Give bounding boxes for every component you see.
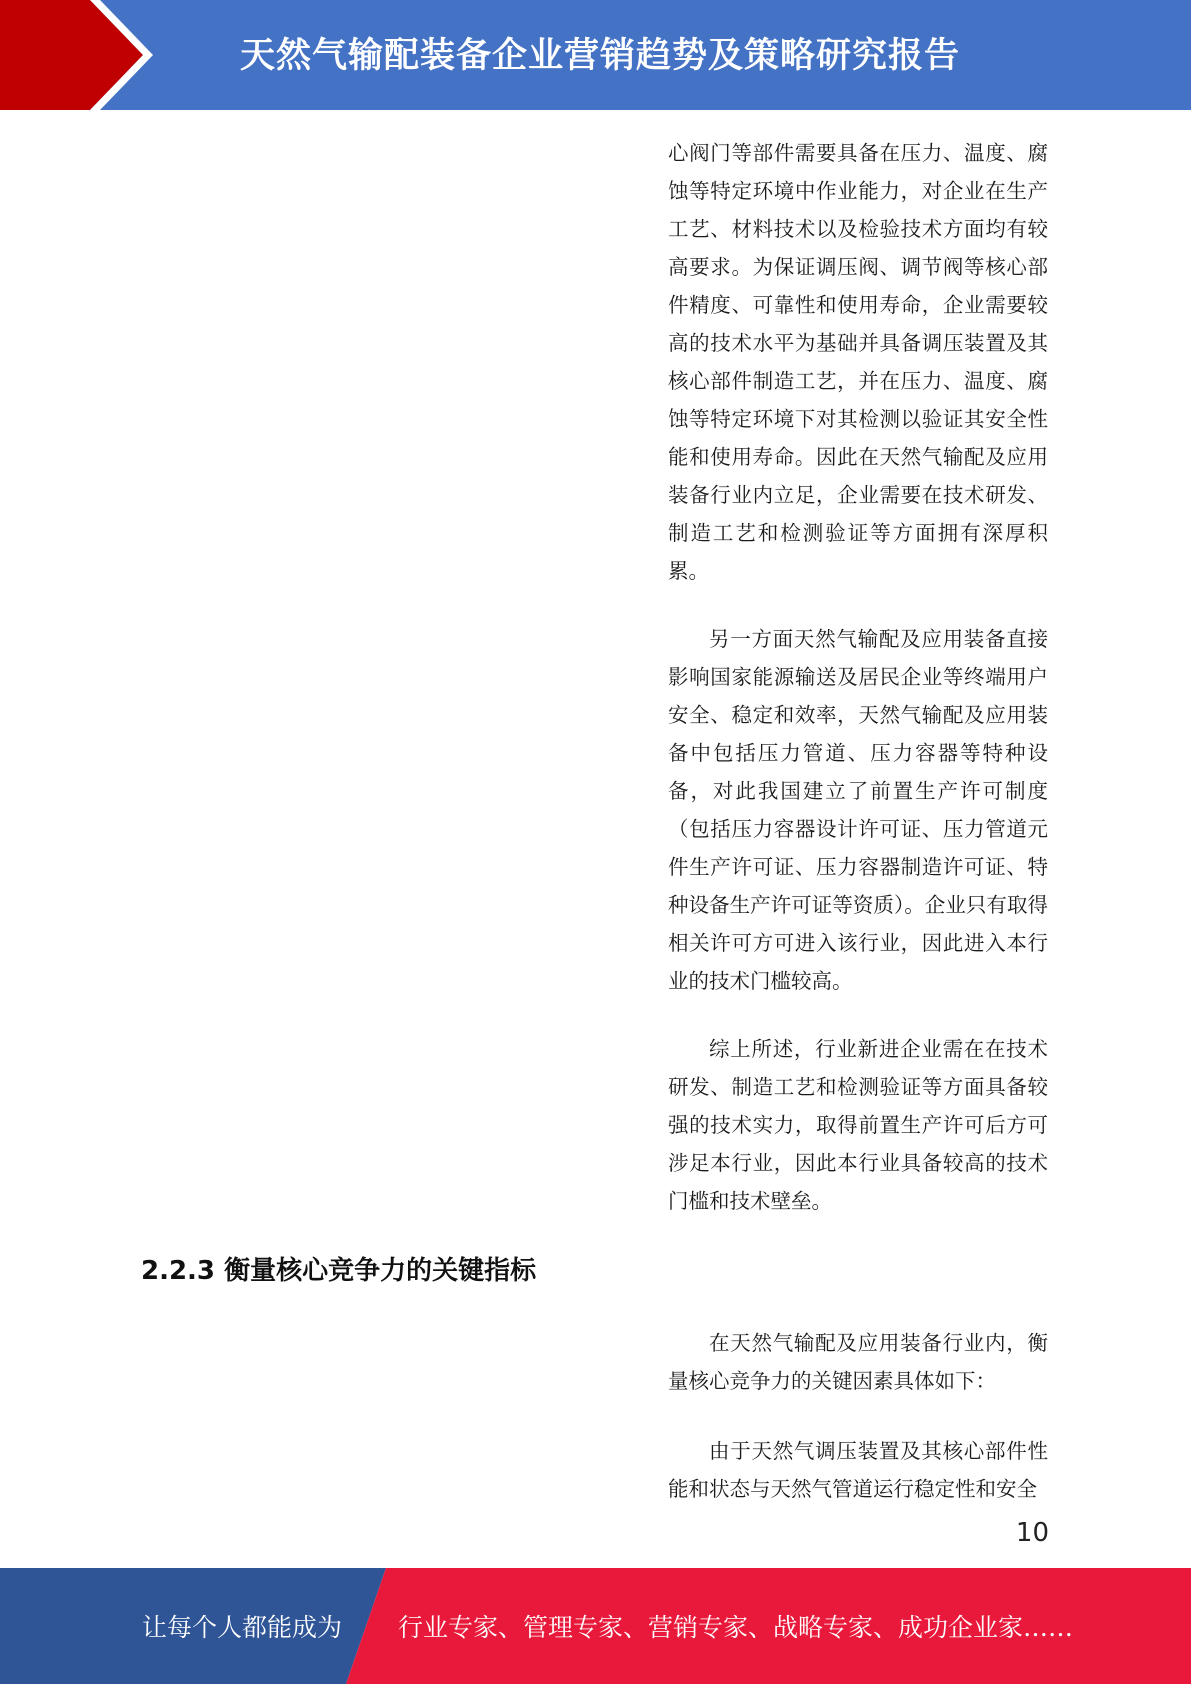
page-number: 10 xyxy=(1015,1518,1049,1548)
section-heading: 2.2.3 衡量核心竞争力的关键指标 xyxy=(141,1256,537,1286)
footer-slogan-right: 行业专家、管理专家、营销专家、战略专家、成功企业家…… xyxy=(398,1613,1074,1642)
body-paragraph-5: 由于天然气调压装置及其核心部件性能和状态与天然气管道运行稳定性和安全 xyxy=(668,1439,1048,1501)
body-paragraph-2: 另一方面天然气输配及应用装备直接影响国家能源输送及居民企业等终端用户安全、稳定和效率，天然气输配及应用装备中包括压力管道、压力容器等特种设备，对此我国建立了前置生产许可制度（包括压力容器设计许可证、压力管道元件生产许可证、压力容器制造许可证、特种设备生产许可证等资质）。企业只有取得相关许可方可进入该行业，因此进入本行业的技术门槛较高。 xyxy=(668,627,1048,993)
body-paragraph-4: 在天然气输配及应用装备行业内，衡量核心竞争力的关键因素具体如下： xyxy=(668,1331,1048,1393)
footer-banner xyxy=(0,1568,1191,1684)
header-banner xyxy=(0,0,1191,110)
footer-slogan-left: 让每个人都能成为 xyxy=(142,1613,343,1642)
header-red-chevron xyxy=(0,0,143,110)
body-paragraph-3: 综上所述，行业新进企业需在在技术研发、制造工艺和检测验证等方面具备较强的技术实力，取得前置生产许可后方可涉足本行业，因此本行业具备较高的技术门槛和技术壁垒。 xyxy=(668,1037,1048,1213)
body-paragraph-1: 心阀门等部件需要具备在压力、温度、腐蚀等特定环境中作业能力，对企业在生产工艺、材料技术以及检验技术方面均有较高要求。为保证调压阀、调节阀等核心部件精度、可靠性和使用寿命，企业需要较高的技术水平为基础并具备调压装置及其核心部件制造工艺，并在压力、温度、腐蚀等特定环境下对其检测以验证其安全性能和使用寿命。因此在天然气输配及应用装备行业内立足，企业需要在技术研发、制造工艺和检测验证等方面拥有深厚积累。 xyxy=(668,141,1048,583)
document-title: 天然气输配装备企业营销趋势及策略研究报告 xyxy=(240,36,961,76)
